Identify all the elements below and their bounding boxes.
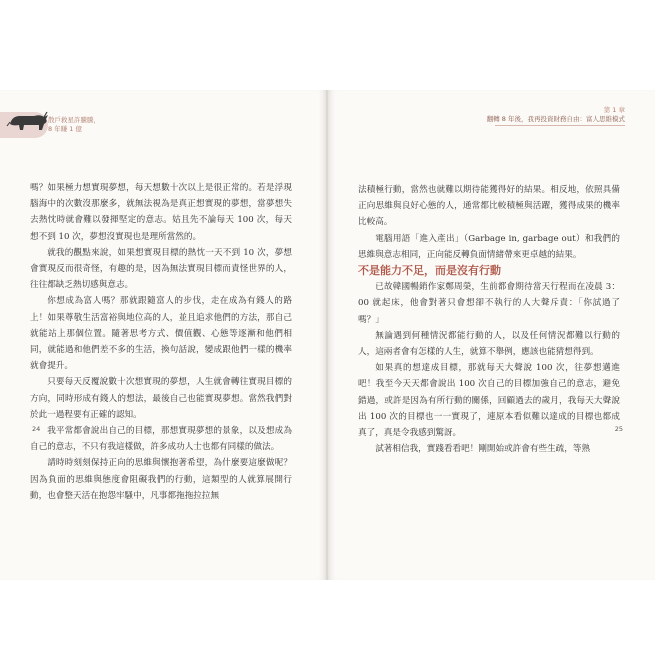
section-heading: 不是能力不足，而是沒有行動 bbox=[358, 264, 501, 278]
paragraph: 試著相信我，實踐看看吧！剛開始或許會有些生疏，等熟 bbox=[375, 444, 591, 455]
paragraph: 電腦用語「進入產出」（Garbage in, garbage out）和我們的思維與意志相同，正向能反轉負面情緒帶來更卓越的結果。 bbox=[358, 233, 620, 260]
header-book-title: 散戶救星許騰騰， bbox=[48, 116, 100, 124]
book-spread bbox=[0, 90, 655, 580]
right-page bbox=[328, 90, 655, 580]
paragraph: 我平常都會說出自己的目標，那想實現夢想的景象，以及想成為自己的意志，不只有我這樣做，許多成功人士也都有同樣的做法。 bbox=[30, 426, 292, 453]
paragraph: 嗎？如果極力想實現夢想，每天想數十次以上是很正常的。若是浮現腦海中的次數沒那麼多，就無法視為是真正想實現的夢想，當夢想失去熱忱時就會難以發揮堅定的意志。姑且先不論每天 100 次，每天想不到 10 次，夢想沒實現也是理所當然的。 bbox=[30, 183, 292, 242]
header-book-subtitle: 8 年賺 1 億 bbox=[48, 125, 82, 133]
paragraph: 只要每天反覆說數十次想實現的夢想，人生就會轉往實現目標的方向，同時形成有錢人的想法，最後自己也能實現夢想。當然我們對於此一過程要有正確的認知。 bbox=[30, 377, 292, 420]
paragraph: 你想成為富人嗎？那就跟隨富人的步伐，走在成為有錢人的路上！如果尊敬生活富裕與地位高的人，並且追求他們的方法，那自己就能站上那個位置。隨著思考方式、價值觀、心態等逐漸和他們相同，就能過和他們差不多的生活，換句話說，變成跟他們一樣的機率就會提升。 bbox=[30, 296, 292, 372]
page-number-right: 25 bbox=[614, 425, 623, 433]
left-header bbox=[0, 100, 120, 140]
left-page bbox=[0, 90, 326, 580]
right-body-text bbox=[358, 182, 620, 457]
paragraph: 就我的觀點來說，如果想實現目標的熱忱一天不到 10 次，夢想會實現反而很奇怪，有趣的是，因為無法實現目標而責怪世界的人，往往都缺乏熱切感與意志。 bbox=[30, 247, 292, 291]
page-number-left: 24 bbox=[32, 425, 41, 433]
bull-icon bbox=[6, 108, 50, 134]
paragraph: 法積極行動，當然也就難以期待能獲得好的結果。相反地，依照具備正向思維與良好心態的人，通常都比較積極與活躍，獲得成果的機率比較高。 bbox=[358, 185, 620, 228]
paragraph: 已故韓國暢銷作家鄭周榮，生前都會期待當天行程而在凌晨 3：00 就起床，他會對著只會想卻不執行的人大聲斥責：「你試過了嗎？」 bbox=[358, 282, 620, 325]
left-body-text bbox=[30, 180, 292, 504]
paragraph: 無論遇到何種情況都能行動的人，以及任何情況都難以行動的人，這兩者會有怎樣的人生，就算不舉例，應該也能猜想得到。 bbox=[358, 330, 620, 358]
header-rule bbox=[495, 125, 625, 126]
paragraph: 如果真的想達成目標，那就每天大聲說 100 次，往夢想邁進吧！我至今天天都會說出 100 次自己的目標加強自己的意志，避免錯過，或許是因為有所行動的關係，回顧過去的歲月，我每天大聲說出 100 次的目標也一一實現了，連原本看似難以達成的目標也都成真了，真是令我感到驚訝。 bbox=[358, 363, 620, 439]
header-chapter-title: 翻轉 8 年後，我再投資財務自由：富人思維模式 bbox=[486, 115, 625, 123]
header-chapter: 第 1 章 bbox=[603, 106, 625, 114]
paragraph: 請時時刻刻保持正向的思維與懷抱著希望，為什麼要這麼做呢？因為負面的思維與態度會阻礙我們的行動，這類型的人就算展開行動，也會整天活在抱怨牢騷中，凡事都拖拖拉拉無 bbox=[30, 458, 292, 501]
